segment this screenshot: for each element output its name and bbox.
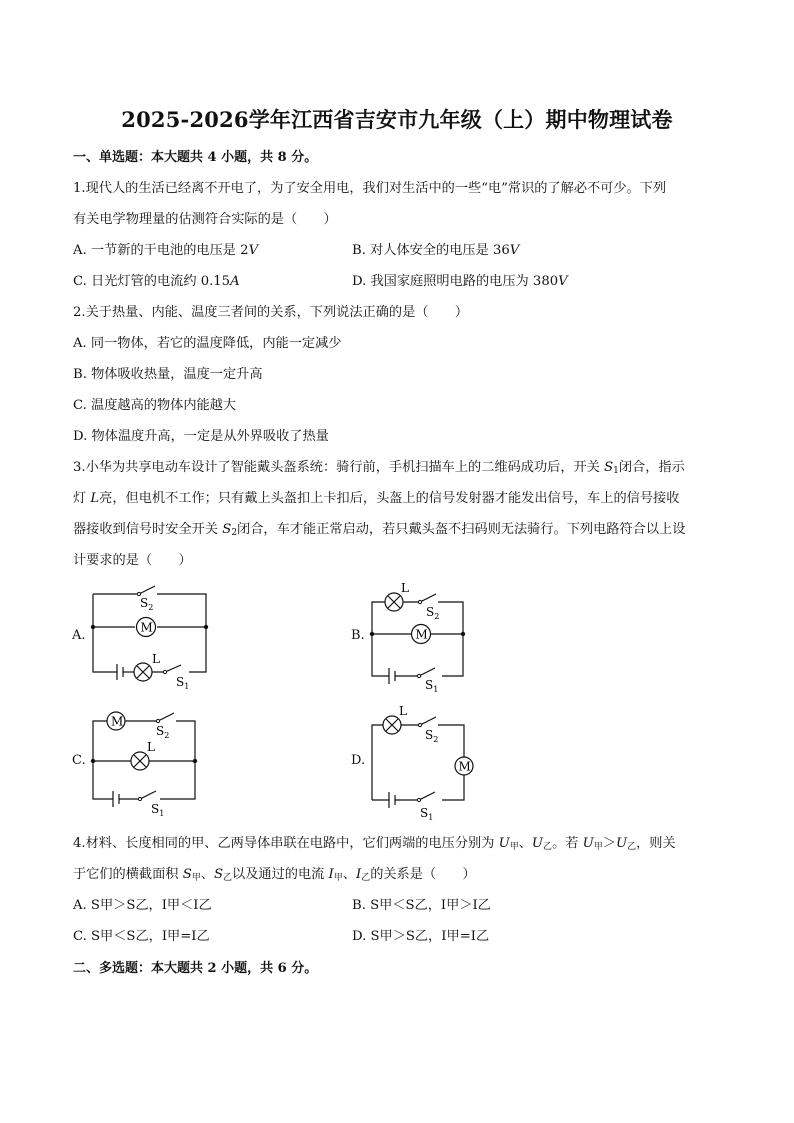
switch-s1-label: $S_1$ [176, 675, 190, 690]
q2-option-c[interactable]: C. 温度越高的物体内能越大 [73, 398, 237, 413]
page-title: 2025-2026学年江西省吉安市九年级（上）期中物理试卷 [121, 107, 673, 132]
svg-text:L: L [147, 740, 155, 754]
svg-text:M: M [415, 627, 428, 642]
svg-text:S2: $S_2$ [156, 724, 170, 740]
q2-option-b[interactable]: B. 物体吸收热量，温度一定升高 [73, 367, 263, 382]
q4-option-b[interactable]: B. S甲＜S乙，I甲＞I乙 [352, 898, 491, 913]
svg-text:L: L [401, 581, 409, 595]
motor-symbol: M [140, 620, 153, 635]
q3-stem-line4: 计要求的是（ ） [73, 553, 192, 568]
svg-text:M: M [111, 714, 124, 729]
q2-stem: 2.关于热量、内能、温度三者间的关系，下列说法正确的是（ ） [73, 305, 469, 320]
svg-text:S1: $S_1$ [151, 802, 165, 818]
q3-option-d-label[interactable]: D. [351, 753, 366, 768]
svg-text:L: L [399, 704, 407, 718]
section-heading-1: 一、单选题：本大题共 4 小题，共 8 分。 [73, 150, 318, 165]
q1-option-a[interactable]: A. 一节新的干电池的电压是 2V [73, 243, 259, 258]
q1-stem-line1: 1.现代人的生活已经离不开电了，为了安全用电，我们对生活中的一些“电”常识的了解必不可少。下列 [73, 181, 667, 196]
q3-stem-line1: 3.小华为共享电动车设计了智能戴头盔系统：骑行前，手机扫描车上的二维码成功后，开关 $S_1$闭合，指示 [73, 460, 685, 476]
switch-s2-label: $S_2$ [140, 596, 154, 612]
q4-option-d[interactable]: D. S甲＞S乙，I甲=I乙 [352, 929, 490, 944]
circuit-d-diagram[interactable] [364, 700, 494, 823]
q1-option-c[interactable]: C. 日光灯管的电流约 0.15A [73, 274, 240, 289]
q3-option-a-label[interactable]: A. [72, 628, 86, 643]
q3-stem-line2: 灯 L亮，但电机不工作；只有戴上头盔扣上卡扣后，头盔上的信号发射器才能发出信号，车上的信号接收 [73, 491, 680, 506]
svg-text:S1: $S_1$ [425, 678, 439, 693]
q3-option-c-label[interactable]: C. [72, 753, 86, 768]
svg-text:S2: $S_2$ [426, 605, 440, 621]
circuit-c-diagram[interactable] [85, 703, 215, 821]
circuit-b-diagram[interactable] [364, 578, 504, 693]
q3-stem-line3: 器接收到信号时安全开关 $S_2$闭合，车才能正常启动，若只戴头盔不扫码则无法骑行。下列电路符合以上设 [73, 522, 686, 538]
q3-option-b-label[interactable]: B. [351, 628, 365, 643]
q1-option-b[interactable]: B. 对人体安全的电压是 36V [352, 243, 520, 258]
q4-option-c[interactable]: C. S甲＜S乙，I甲=I乙 [73, 929, 210, 944]
q1-stem-line2: 有关电学物理量的估测符合实际的是（ ） [73, 212, 337, 227]
svg-text:M: M [458, 759, 471, 774]
q2-option-d[interactable]: D. 物体温度升高，一定是从外界吸收了热量 [73, 429, 329, 444]
circuit-a-diagram[interactable] [85, 580, 225, 690]
q4-option-a[interactable]: A. S甲＞S乙，I甲＜I乙 [73, 898, 212, 913]
q1-option-d[interactable]: D. 我国家庭照明电路的电压为 380V [352, 274, 568, 289]
q2-option-a[interactable]: A. 同一物体，若它的温度降低，内能一定减少 [73, 336, 342, 351]
svg-text:S1: $S_1$ [420, 806, 434, 822]
lamp-label: L [152, 652, 160, 666]
section-heading-2: 二、多选题：本大题共 2 小题，共 6 分。 [73, 961, 318, 976]
q4-stem-line1: 4.材料、长度相同的甲、乙两导体串联在电路中，它们两端的电压分别为 $U_甲$、$U_乙$。若 $U_甲>U_乙$，则关 [73, 836, 676, 852]
svg-text:S2: $S_2$ [425, 728, 439, 744]
q4-stem-line2: 于它们的横截面积 $S_甲$、$S_乙$以及通过的电流 $I_甲$、$I_乙$的关系是（ ） [73, 867, 476, 883]
